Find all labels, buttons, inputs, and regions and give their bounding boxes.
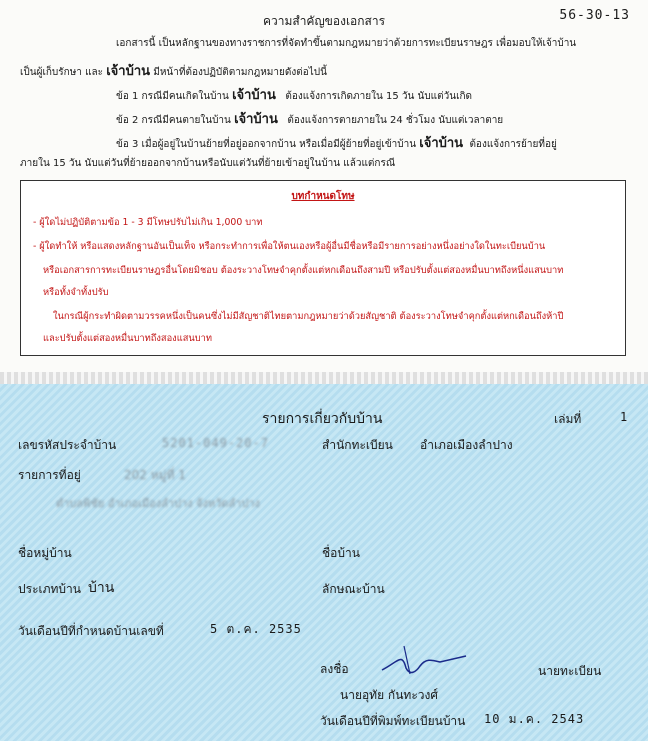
registration-office-label: สำนักทะเบียน	[322, 438, 393, 452]
village-name-label: ชื่อหมู่บ้าน	[18, 546, 72, 560]
registration-office-value: อำเภอเมืองลำปาง	[420, 438, 513, 452]
house-type-label: ประเภทบ้าน	[18, 582, 81, 596]
registrar-title: นายทะเบียน	[538, 664, 602, 678]
rule-2-duty: ต้องแจ้งการตายภายใน 24 ชั่วโมง นับแต่เวลาตาย	[287, 115, 504, 126]
rule-1	[116, 84, 472, 105]
book-number-label: เล่มที่	[554, 412, 582, 426]
house-code-label: เลขรหัสประจำบ้าน	[18, 438, 117, 452]
rule-3-duty: ต้องแจ้งการย้ายที่อยู่	[469, 139, 557, 150]
print-date-value: 10 ม.ค. 2543	[484, 712, 585, 726]
rule-2-owner: เจ้าบ้าน	[234, 112, 278, 127]
notice-line-2-start: เป็นผู้เก็บรักษา และ	[20, 67, 104, 78]
address-value-line-2: ตำบลพิชัย อำเภอเมืองลำปาง จังหวัดลำปาง	[56, 497, 260, 510]
penalty-line-2: - ผู้ใดทำให้ หรือแสดงหลักฐานอันเป็นเท็จ หรือกระทำการเพื่อให้ตนเองหรือผู้อื่นมีชื่อหรือมีรายการอย่างหนึ่งอย่างใดในทะเบียนบ้าน	[33, 241, 546, 252]
rule-2	[116, 108, 503, 129]
book-number-value: 1	[620, 410, 629, 424]
penalty-line-6: และปรับตั้งแต่สองหมื่นบาทถึงสองแสนบาท	[43, 333, 212, 344]
notice-line-2	[20, 60, 327, 81]
rule-3-case: ข้อ 3 เมื่อผู้อยู่ในบ้านย้ายที่อยู่ออกจากบ้าน หรือเมื่อมีผู้ย้ายที่อยู่เข้าบ้าน	[116, 139, 417, 150]
rule-3-continuation: ภายใน 15 วัน นับแต่วันที่ย้ายออกจากบ้านหรือนับแต่วันที่ย้ายเข้าอยู่ในบ้าน แล้วแต่กรณี	[20, 158, 396, 169]
penalty-box	[20, 180, 626, 356]
registrar-signature	[380, 642, 470, 680]
registrar-name: นายอุทัย กันทะวงศ์	[340, 688, 438, 702]
rule-2-case: ข้อ 2 กรณีมีคนตายในบ้าน	[116, 115, 231, 126]
document-number: 56-30-13	[559, 8, 630, 23]
rule-3-owner: เจ้าบ้าน	[419, 136, 464, 151]
house-type-value: บ้าน	[88, 580, 115, 596]
rule-1-case: ข้อ 1 กรณีมีคนเกิดในบ้าน	[116, 91, 229, 102]
notice-line-1: เอกสารนี้ เป็นหลักฐานของทางราชการที่จัดทำขึ้นตามกฎหมายว่าด้วยการทะเบียนราษฎร เพื่อมอบให้เจ้าบ้าน	[116, 38, 577, 49]
address-value-line-1: 202 หมู่ที่ 1	[124, 468, 186, 482]
rule-1-duty: ต้องแจ้งการเกิดภายใน 15 วัน นับแต่วันเกิด	[285, 91, 473, 102]
penalty-line-5: ในกรณีผู้กระทำผิดตามวรรคหนึ่งเป็นคนซึ่งไม่มีสัญชาติไทยตามกฎหมายว่าด้วยสัญชาติ ต้องระวางโทษจำคุกตั้งแต่หกเดือนถึงห้าปี	[53, 311, 564, 322]
notice-title: ความสำคัญของเอกสาร	[262, 14, 386, 28]
house-owner-emphasis: เจ้าบ้าน	[106, 64, 151, 79]
house-code-value: 5201-049-20-7	[162, 436, 269, 450]
notice-line-2-end: มีหน้าที่ต้องปฏิบัติตามกฎหมายดังต่อไปนี้	[153, 67, 327, 78]
address-label: รายการที่อยู่	[18, 468, 81, 482]
print-date-label: วันเดือนปีที่พิมพ์ทะเบียนบ้าน	[320, 714, 466, 728]
number-assigned-date-label: วันเดือนปีที่กำหนดบ้านเลขที่	[18, 624, 164, 638]
house-character-label: ลักษณะบ้าน	[322, 582, 385, 596]
perforated-edge	[0, 372, 648, 384]
rule-3	[116, 132, 557, 153]
penalty-line-1: - ผู้ใดไม่ปฏิบัติตามข้อ 1 - 3 มีโทษปรับไม่เกิน 1,000 บาท	[33, 217, 263, 228]
penalty-line-3: หรือเอกสารการทะเบียนราษฎรอื่นโดยมิชอบ ต้องระวางโทษจำคุกตั้งแต่หกเดือนถึงสามปี หรือปรับตั้งแต่สองหมื่นบาทถึงหนึ่งแสนบาท	[43, 265, 564, 276]
rule-1-owner: เจ้าบ้าน	[232, 88, 276, 103]
signature-label: ลงชื่อ	[320, 662, 349, 676]
house-name-label: ชื่อบ้าน	[322, 546, 360, 560]
house-details-heading: รายการเกี่ยวกับบ้าน	[262, 411, 383, 427]
penalty-line-4: หรือทั้งจำทั้งปรับ	[43, 287, 109, 298]
penalty-title: บทกำหนดโทษ	[291, 191, 355, 202]
number-assigned-date-value: 5 ต.ค. 2535	[210, 622, 302, 636]
